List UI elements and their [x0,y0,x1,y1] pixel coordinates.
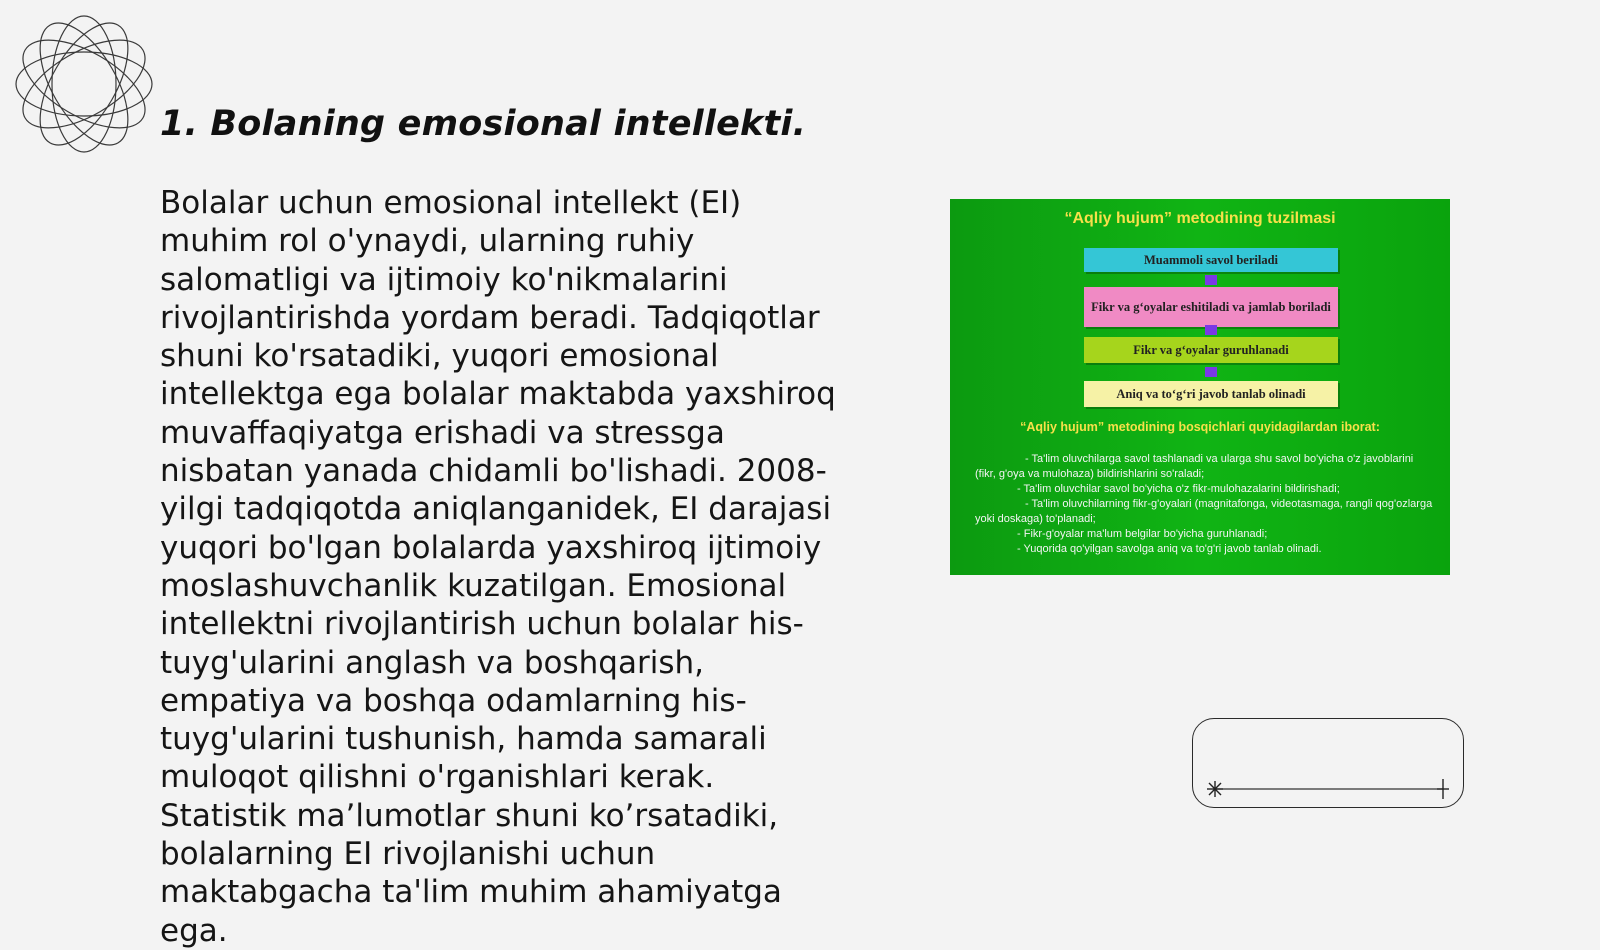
flow-arrow-3 [1205,367,1217,377]
step-item: - Ta'lim oluvchilarning fikr-g'oyalari (magnitafonga, videotasmaga, rangli qog'ozlarga yoki doskaga) to'planadi; [975,498,1433,525]
flow-step-4: Aniq va to‘g‘ri javob tanlab olinadi [1084,381,1338,407]
steps-list [975,452,1435,557]
steps-heading: “Aqliy hujum” metodining bosqichlari quyidagilardan iborat: [1020,420,1380,434]
flow-step-3: Fikr va g‘oyalar guruhlanadi [1084,337,1338,363]
diagram-title: “Aqliy hujum” metodining tuzilmasi [1064,210,1336,227]
step-item: - Yuqorida qo'yilgan savolga aniq va to'g'ri javob tanlab olinadi. [1017,543,1322,555]
decorative-rounded-card [1192,718,1464,808]
flow-step-2: Fikr va g‘oyalar eshitiladi va jamlab boriladi [1084,287,1338,327]
flow-arrow-1 [1205,275,1217,285]
flow-arrow-2 [1205,325,1217,335]
step-item: - Ta'lim oluvchilarga savol tashlanadi va ularga shu savol bo'yicha o'z javoblarini (fikr, g'oya va mulohaza) bildirishlarini so'raladi; [975,453,1414,480]
step-item: - Fikr-g'oyalar ma'lum belgilar bo'yicha guruhlanadi; [1017,528,1268,540]
flower-ornament-icon [10,10,158,158]
step-item: - Ta'lim oluvchilar savol bo'yicha o'z fikr-mulohazalarini bildirishadi; [1017,483,1340,495]
slide-title: 1. Bolaning emosional intellekti. [160,104,807,144]
plus-icon [1437,779,1449,799]
sparkle-icon [1207,781,1223,797]
body-paragraph: Bolalar uchun emosional intellekt (EI) muhim rol o'ynaydi, ularning ruhiy salomatligi va ijtimoiy ko'nikmalarini rivojlantirishda yordam beradi. Tadqiqotlar shuni ko'rsatadiki, yuqori emosional intellektga ega bolalar maktabda yaxshiroq muvaffaqiyatga erishadi va stressga nisbatan yanada chidamli bo'lishadi. 2008-yilgi tadqiqotda aniqlanganidek, EI darajasi yuqori bo'lgan bolalarda yaxshiroq ijtimoiy moslashuvchanlik kuzatilgan. Emosional intellektni rivojlantirish uchun bolalar his-tuyg'ularini anglash va boshqarish, empatiya va boshqa odamlarning his-tuyg'ularini tushunish, hamda samarali muloqot qilishni o'rganishlari kerak. Statistik ma’lumotlar shuni ko’rsatadiki, bolalarning EI rivojlanishi uchun maktabgacha ta'lim muhim ahamiyatga ega. [160,185,836,949]
brainstorm-diagram-image [950,199,1450,575]
flow-step-1: Muammoli savol beriladi [1084,248,1338,272]
